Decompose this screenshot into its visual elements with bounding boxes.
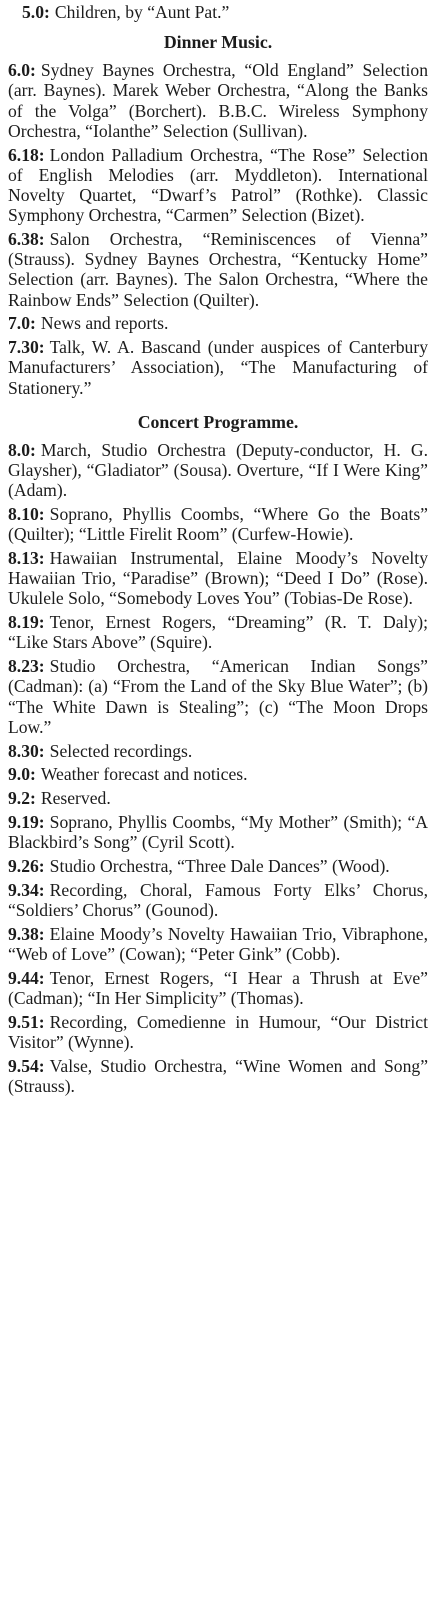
entry-time: 8.10: xyxy=(8,504,45,525)
entry-text: Tenor, Ernest Rogers, “I Hear a Thrush at Eve” (Cadman); “In Her Simplicity” (Thomas). xyxy=(8,967,428,1009)
programme-entry xyxy=(8,880,428,920)
programme-entry xyxy=(8,968,428,1008)
entry-text: Studio Orchestra, “Three Dale Dances” (Wood). xyxy=(49,856,390,877)
programme-entry xyxy=(8,788,428,808)
entry-time: 9.34: xyxy=(8,879,45,900)
entry-text: Studio Orchestra, “American Indian Songs” (Cadman): (a) “From the Land of the Sky Blue Water”; (b) “The White Dawn is Stealing”; (c) “The Moon Drops Low.” xyxy=(8,656,428,737)
entry-text: Hawaiian Instrumental, Elaine Moody’s Novelty Hawaiian Trio, “Paradise” (Brown); “Deed I Do” (Rose). Ukulele Solo, “Somebody Loves You” (Tobias-De Rose). xyxy=(8,548,428,609)
programme-entry xyxy=(8,1012,428,1052)
entry-text: Soprano, Phyllis Coombs, “Where Go the Boats” (Quilter); “Little Firelit Room” (Curfew-Howie). xyxy=(8,504,428,545)
entry-time: 7.0: xyxy=(8,313,36,334)
entry-time: 8.19: xyxy=(8,612,45,633)
entry-text: Selected recordings. xyxy=(49,740,193,761)
programme-entry xyxy=(8,764,428,784)
programme-entry xyxy=(8,60,428,141)
programme-entry xyxy=(8,812,428,852)
programme-entry xyxy=(8,1056,428,1096)
programme-entry xyxy=(8,504,428,544)
programme-entry xyxy=(8,440,428,501)
entry-text: Reserved. xyxy=(40,788,111,809)
entry-text: March, Studio Orchestra (Deputy-conductor, H. G. Glaysher), “Gladiator” (Sousa). Overture, “If I Were King” (Adam). xyxy=(8,439,428,501)
entry-time: 9.26: xyxy=(8,856,45,877)
entry-text: Salon Orchestra, “Reminiscences of Vienna” (Strauss). Sydney Baynes Orchestra, “Kentucky Home” Selection (arr. Baynes). The Salon Orchestra, “Where the Rainbow Ends” Selection (Quilter). xyxy=(8,229,428,310)
entry-text: Weather forecast and notices. xyxy=(40,764,248,785)
programme-entry xyxy=(8,741,428,761)
entry-text: Children, by “Aunt Pat.” xyxy=(54,2,230,22)
entry-time: 9.0: xyxy=(8,764,36,785)
entry-time: 9.44: xyxy=(8,967,45,988)
entry-text: Recording, Comedienne in Humour, “Our District Visitor” (Wynne). xyxy=(8,1011,428,1053)
programme-entry xyxy=(8,856,428,876)
entry-time: 9.38: xyxy=(8,923,45,944)
programme-entry xyxy=(8,229,428,310)
section-heading-dinner-music: Dinner Music. xyxy=(163,32,273,53)
entry-time: 5.0: xyxy=(22,2,50,22)
entry-text: Recording, Choral, Famous Forty Elks’ Chorus, “Soldiers’ Chorus” (Gounod). xyxy=(8,879,428,921)
entry-time: 6.0: xyxy=(8,60,36,81)
entry-time: 9.54: xyxy=(8,1055,45,1076)
entry-time: 6.18: xyxy=(8,144,45,165)
entry-text: Valse, Studio Orchestra, “Wine Women and Song” (Strauss). xyxy=(8,1055,428,1097)
programme-column xyxy=(8,2,428,1100)
entry-text: Soprano, Phyllis Coombs, “My Mother” (Smith); “A Blackbird’s Song” (Cyril Scott). xyxy=(8,812,428,853)
entry-time: 6.38: xyxy=(8,229,45,250)
entry-time: 8.23: xyxy=(8,656,45,677)
entry-time: 7.30: xyxy=(8,337,45,358)
programme-entry xyxy=(8,145,428,226)
entry-time: 8.13: xyxy=(8,548,45,569)
entry-time: 9.2: xyxy=(8,788,36,809)
programme-entry xyxy=(8,548,428,609)
entry-text: London Palladium Orchestra, “The Rose” Selection of English Melodies (arr. Myddleton). International Novelty Quartet, “Dwarf’s Patrol” (Rothke). Classic Symphony Orchestra, “Carmen” Selection (Bizet). xyxy=(8,144,428,226)
entry-text: Tenor, Ernest Rogers, “Dreaming” (R. T. Daly); “Like Stars Above” (Squire). xyxy=(8,612,428,653)
entry-text: Talk, W. A. Bascand (under auspices of Canterbury Manufacturers’ Association), “The Manufacturing of Stationery.” xyxy=(8,337,428,398)
entry-text: News and reports. xyxy=(40,313,169,334)
entry-text: Sydney Baynes Orchestra, “Old England” Selection (arr. Baynes). Marek Weber Orchestra, “Along the Banks of the Volga” (Borchert). B.B.C. Wireless Symphony Orchestra, “Iolanthe” Selection (Sullivan). xyxy=(8,60,428,141)
programme-entry xyxy=(8,924,428,964)
entry-text: Elaine Moody’s Novelty Hawaiian Trio, Vibraphone, “Web of Love” (Cowan); “Peter Gink” (Cobb). xyxy=(8,923,428,965)
programme-entry xyxy=(8,337,428,398)
section-heading-concert-programme: Concert Programme. xyxy=(137,411,299,432)
entry-time: 8.0: xyxy=(8,439,36,460)
programme-entry xyxy=(8,656,428,737)
entry-time: 9.51: xyxy=(8,1011,45,1032)
entry-time: 9.19: xyxy=(8,812,45,833)
programme-entry xyxy=(8,313,428,333)
programme-entry-children xyxy=(22,2,428,22)
programme-entry xyxy=(8,612,428,652)
entry-time: 8.30: xyxy=(8,740,45,761)
